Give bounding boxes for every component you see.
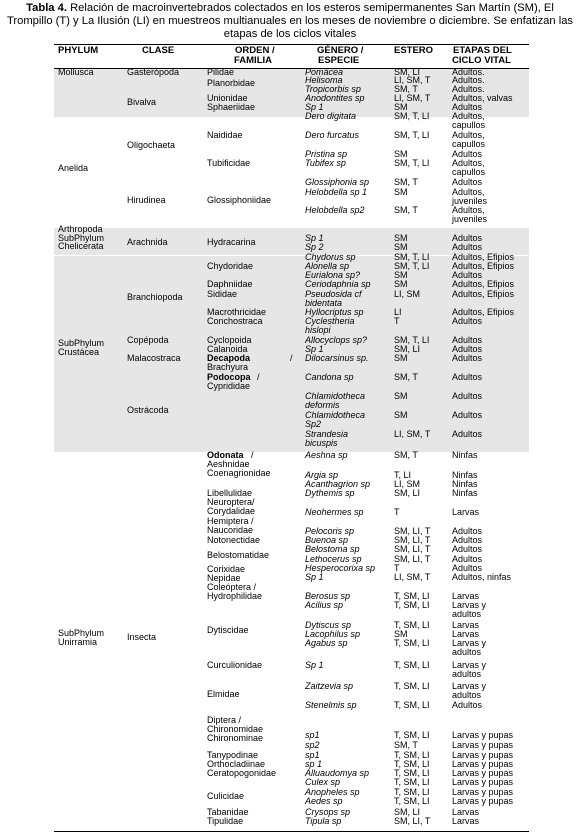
cell-familia: Brachyura [207, 362, 249, 372]
cell-especie: bidentata [305, 298, 343, 308]
cell-estero: SM, T [394, 740, 418, 750]
cell-familia: Decapoda [207, 353, 251, 363]
cell-estero: T [394, 507, 400, 517]
cell-etapa: adultos [452, 647, 482, 657]
cell-etapa: Adultos [452, 353, 483, 363]
cell-especie: Sp 1 [305, 233, 324, 243]
cell-etapa: Adultos [452, 316, 483, 326]
cell-etapa: Larvas [452, 620, 480, 630]
cell-estero: SM, T, LI [394, 111, 430, 121]
cell-familia: Culicidae [207, 791, 245, 801]
cell-etapa: Adultos [452, 270, 483, 280]
cell-slash: / [290, 353, 293, 363]
header-clase: CLASE [142, 45, 175, 56]
cell-etapa: Adultos [452, 149, 483, 159]
cell-estero: SM, T [394, 177, 418, 187]
cell-estero: LI, SM, T [394, 93, 431, 103]
cell-familia: Belostomatidae [207, 550, 270, 560]
cell-estero: LI, SM [394, 289, 421, 299]
cell-estero: SM, T, LI [394, 130, 430, 140]
cell-especie: Pristina sp [305, 149, 348, 159]
cell-estero: T, SM, LI [394, 638, 430, 648]
cell-clase: Branchiopoda [127, 292, 183, 302]
cell-etapa: Adultos [452, 372, 483, 382]
cell-estero: SM [394, 233, 408, 243]
cell-etapa: Adultos. [452, 67, 485, 77]
cell-etapa: Larvas y pupas [452, 750, 514, 760]
cell-especie: Agabus sp [305, 638, 348, 648]
cell-etapa: Adultos, [452, 205, 485, 215]
cell-estero: T, SM, LI [394, 759, 430, 769]
cell-etapa: Adultos, [452, 187, 485, 197]
cell-etapa: Adultos. [452, 75, 485, 85]
cell-estero: SM, LI [394, 488, 421, 498]
cell-etapa: Larvas y [452, 600, 487, 610]
cell-etapa: Larvas [452, 629, 480, 639]
cell-etapa: Adultos [452, 391, 483, 401]
cell-estero: T, SM, LI [394, 777, 430, 787]
cell-familia: Sididae [207, 289, 238, 299]
cell-estero: SM, LI [394, 344, 421, 354]
cell-especie: Hesperocorixa sp [305, 563, 376, 573]
cell-etapa: Larvas y pupas [452, 777, 514, 787]
cell-especie: Aeshna sp [305, 450, 348, 460]
cell-etapa: Larvas [452, 507, 480, 517]
cell-especie: Pseudosida cf [305, 289, 362, 299]
cell-estero: T, SM, LI [394, 660, 430, 670]
cell-etapa: Adultos [452, 429, 483, 439]
cell-etapa: Adultos, Efipios [452, 252, 515, 262]
cell-estero: LI, SM [394, 479, 421, 489]
cell-etapa: Adultos [452, 410, 483, 420]
cell-especie: Chydorus sp [305, 252, 356, 262]
cell-etapa: Adultos, valvas [452, 93, 513, 103]
cell-especie: Crysops sp [305, 807, 351, 817]
cell-familia: Pilidae [207, 67, 235, 77]
cell-clase: Gasterópoda [127, 67, 180, 77]
cell-estero: SM [394, 102, 408, 112]
cell-etapa: capullos [452, 120, 486, 130]
cell-estero: T, SM, LI [394, 620, 430, 630]
cell-especie: Tipula sp [305, 816, 342, 826]
cell-clase: Copépoda [127, 335, 169, 345]
cell-etapa: Adultos, Efipios [452, 307, 515, 317]
cell-especie: Sp 1 [305, 344, 324, 354]
cell-estero: SM [394, 187, 408, 197]
cell-etapa: Larvas [452, 816, 480, 826]
cell-etapa: Adultos [452, 700, 483, 710]
cell-familia: Hydracarina [207, 237, 256, 247]
cell-estero: SM, LI, T [394, 544, 431, 554]
cell-estero: SM, T, LI [394, 252, 430, 262]
cell-estero: SM, T, LI [394, 261, 430, 271]
cell-etapa: Adultos [452, 344, 483, 354]
cell-etapa: Adultos [452, 335, 483, 345]
cell-etapa: Adultos, [452, 158, 485, 168]
cell-etapa: capullos [452, 139, 486, 149]
cell-estero: T [394, 563, 400, 573]
cell-especie: Tropicorbis sp [305, 84, 361, 94]
cell-familia: Hydrophilidae [207, 591, 263, 601]
cell-especie: Candona sp [305, 372, 354, 382]
cell-etapa: Adultos, Efipios [452, 279, 515, 289]
cell-etapa: capullos [452, 167, 486, 177]
cell-phylum: Anelida [58, 163, 89, 173]
cell-etapa: Larvas y pupas [452, 759, 514, 769]
cell-especie: hislopi [305, 325, 331, 335]
cell-etapa: Adultos [452, 177, 483, 187]
cell-familia: Corixidae [207, 564, 246, 574]
cell-especie: deformis [305, 400, 340, 410]
cell-estero: LI, SM, T [394, 75, 431, 85]
cell-especie: Lethocerus sp [305, 554, 362, 564]
cell-phylum: Crustácea [58, 347, 100, 357]
cell-phylum: SubPhylum [58, 628, 105, 638]
cell-phylum: SubPhylum [58, 233, 105, 243]
cell-familia: Cyclopoida [207, 335, 252, 345]
cell-etapa: Adultos [452, 242, 483, 252]
cell-especie: Sp 1 [305, 660, 324, 670]
cell-especie: Dythemis sp [305, 488, 355, 498]
cell-etapa: Adultos. [452, 84, 485, 94]
cell-familia: Orthocladiinae [207, 759, 266, 769]
cell-estero: SM [394, 242, 408, 252]
cell-especie: Anopheles sp [305, 787, 360, 797]
cell-estero: SM [394, 270, 408, 280]
cell-familia: Chironominae [207, 733, 264, 743]
cell-especie: Allocyclops sp? [305, 335, 368, 345]
cell-familia: Tubificidae [207, 158, 251, 168]
cell-etapa: Ninfas [452, 470, 478, 480]
cell-especie: Chlamidotheca [305, 410, 366, 420]
cell-especie: Cyclestheria [305, 316, 355, 326]
header-ciclo-vital: CICLO VITAL [452, 55, 511, 66]
cell-etapa: Adultos [452, 526, 483, 536]
cell-familia: Coenagrionidae [207, 468, 271, 478]
cell-especie: Argia sp [305, 470, 339, 480]
cell-especie: Tubifex sp [305, 158, 346, 168]
caption-label: Tabla 4. [26, 2, 67, 14]
cell-etapa: juveniles [452, 196, 488, 206]
cell-especie: Sp 2 [305, 242, 324, 252]
cell-etapa: Larvas [452, 591, 480, 601]
cell-etapa: Larvas y pupas [452, 787, 514, 797]
cell-especie: Ceriodaphnia sp [305, 279, 371, 289]
cell-familia: Tipulidae [207, 816, 244, 826]
cell-etapa: Adultos, ninfas [452, 572, 512, 582]
cell-etapa: Larvas y [452, 660, 487, 670]
cell-especie: Helobdella sp 1 [305, 187, 368, 197]
cell-especie: sp1 [305, 730, 320, 740]
cell-clase: Oligochaeta [127, 140, 176, 150]
cell-especie: Pomácea [305, 67, 344, 77]
cell-estero: SM [394, 410, 408, 420]
cell-estero: LI, SM, T [394, 429, 431, 439]
cell-estero: SM [394, 391, 408, 401]
cell-estero: SM, LI, T [394, 816, 431, 826]
cell-familia: Elmidae [207, 689, 240, 699]
header-etapas: ETAPAS DEL [453, 45, 512, 56]
cell-familia: Corydalidae [207, 506, 256, 516]
cell-familia: Planorbidae [207, 78, 256, 88]
cell-etapa: Ninfas [452, 450, 478, 460]
cell-estero: T, SM, LI [394, 591, 430, 601]
header-phylum: PHYLUM [58, 45, 99, 56]
cell-estero: SM, LI, T [394, 554, 431, 564]
cell-phylum: Mollusca [58, 67, 94, 77]
cell-familia: Ceratopogonidae [207, 768, 277, 778]
cell-etapa: Larvas [452, 807, 480, 817]
cell-familia: Chydoridae [207, 261, 254, 271]
cell-clase: Ostrácoda [127, 405, 169, 415]
cell-etapa: Larvas y pupas [452, 768, 514, 778]
cell-familia: Odonata [207, 450, 244, 460]
cell-etapa: Adultos, [452, 111, 485, 121]
cell-estero: SM, T, LI [394, 158, 430, 168]
cell-especie: Buenoa sp [305, 535, 349, 545]
cell-familia: Dytiscidae [207, 625, 249, 635]
cell-especie: Acanthagrion sp [305, 479, 371, 489]
cell-familia: Tanypodinae [207, 750, 259, 760]
cell-etapa: Adultos [452, 535, 483, 545]
cell-especie: Lacophilus sp [305, 629, 361, 639]
header-estero: ESTERO [394, 45, 434, 56]
cell-especie: Dilocarsinus sp. [305, 353, 369, 363]
cell-especie: Belostoma sp [305, 544, 360, 554]
cell-familia: Coleóptera / [207, 582, 257, 592]
cell-especie: Neohermes sp [305, 507, 364, 517]
cell-clase: Arachnida [127, 237, 168, 247]
bottom-rule [54, 831, 529, 832]
cell-familia: Sphaeriidae [207, 102, 256, 112]
cell-familia: Nepidae [207, 573, 241, 583]
cell-familia: Glossiphoniidae [207, 195, 272, 205]
cell-especie: Hyllocriptus sp [305, 307, 364, 317]
cell-estero: SM, LI [394, 807, 421, 817]
cell-estero: SM [394, 353, 408, 363]
cell-etapa: Adultos [452, 102, 483, 112]
cell-etapa: Adultos [452, 563, 483, 573]
cell-estero: SM, LI, T [394, 535, 431, 545]
cell-clase: Bivalva [127, 97, 157, 107]
cell-etapa: Larvas y pupas [452, 730, 514, 740]
cell-especie: Dero digitata [305, 111, 357, 121]
cell-etapa: Adultos [452, 554, 483, 564]
cell-especie: Pelocoris sp [305, 526, 355, 536]
cell-familia: Naucoridae [207, 525, 254, 535]
cell-estero: SM, T [394, 450, 418, 460]
cell-especie: Dytiscus sp [305, 620, 352, 630]
cell-especie: Glossiphonia sp [305, 177, 370, 187]
cell-estero: SM, T [394, 84, 418, 94]
cell-phylum: Chelicerata [58, 241, 104, 251]
cell-especie: sp 1 [305, 759, 323, 769]
cell-familia: Macrothricidae [207, 307, 267, 317]
header-genero: GÉNERO / [317, 45, 364, 56]
cell-especie: Aedes sp [305, 796, 343, 806]
cell-especie: Chlamidotheca [305, 391, 366, 401]
cell-especie: Berosus sp [305, 591, 351, 601]
cell-estero: T, SM, LI [394, 750, 430, 760]
cell-estero: T, SM, LI [394, 600, 430, 610]
cell-clase: Hirudinea [127, 195, 166, 205]
cell-estero: SM, LI, T [394, 526, 431, 536]
cell-familia: Diptera / [207, 715, 242, 725]
cell-clase: Insecta [127, 632, 157, 642]
cell-estero: T, SM, LI [394, 787, 430, 797]
cell-familia: Neuroptera/ [207, 497, 255, 507]
cell-especie: Helisoma [305, 75, 343, 85]
cell-etapa: adultos [452, 690, 482, 700]
cell-estero: SM [394, 279, 408, 289]
cell-etapa: adultos [452, 669, 482, 679]
cell-etapa: Larvas y [452, 638, 487, 648]
cell-especie: bicuspis [305, 438, 338, 448]
cell-estero: T, SM, LI [394, 796, 430, 806]
cell-estero: T, LI [394, 470, 412, 480]
cell-etapa: Adultos [452, 544, 483, 554]
cell-familia: Notonectidae [207, 535, 261, 545]
cell-familia: Cyprididae [207, 381, 251, 391]
cell-estero: SM, T, LI [394, 335, 430, 345]
cell-familia: Unionidae [207, 93, 248, 103]
cell-etapa: Ninfas [452, 479, 478, 489]
cell-familia: Calanoida [207, 344, 248, 354]
cell-estero: T, SM, LI [394, 768, 430, 778]
cell-estero: T, SM, LI [394, 730, 430, 740]
cell-especie: Helobdella sp2 [305, 205, 365, 215]
cell-estero: LI, SM, T [394, 572, 431, 582]
cell-estero: T, SM, LI [394, 681, 430, 691]
cell-familia: Tabanidae [207, 807, 249, 817]
cell-especie: Alluaudomya sp [305, 768, 370, 778]
cell-especie: Stenelmis sp [305, 700, 357, 710]
cell-etapa: Larvas y [452, 681, 487, 691]
cell-etapa: Adultos, Efipios [452, 289, 515, 299]
cell-especie: Sp2 [305, 419, 322, 429]
cell-familia: Naididae [207, 130, 243, 140]
cell-familia: Hemiptera / [207, 516, 254, 526]
cell-familia: Libellulidae [207, 488, 253, 498]
cell-especie: Culex sp [305, 777, 341, 787]
cell-especie: Sp 1 [305, 572, 324, 582]
cell-etapa: Adultos, [452, 130, 485, 140]
header-orden: ORDEN / [235, 45, 275, 56]
cell-etapa: juveniles [452, 214, 488, 224]
cell-estero: SM [394, 629, 408, 639]
cell-etapa: Ninfas [452, 488, 478, 498]
header-especie: ESPECIE [318, 55, 360, 66]
cell-familia: Daphniidae [207, 279, 253, 289]
header-familia: FAMILIA [234, 55, 272, 66]
cell-familia: Podocopa [207, 372, 251, 382]
cell-etapa: Adultos [452, 233, 483, 243]
cell-phylum: Unirramia [58, 637, 98, 647]
cell-estero: SM, T [394, 372, 418, 382]
cell-especie: Alonella sp [305, 261, 350, 271]
cell-especie: Zaitzevia sp [305, 681, 354, 691]
cell-familia: Chironomidae [207, 724, 264, 734]
caption-text: Relación de macroinvertebrados colectados en los esteros semipermanentes San Martín (SM), El Trompillo (T) y La Ilusión (LI) en muestreos multianuales en los meses de noviembre o diciembre. Se enfatizan las etapas de los ciclos vitales [6, 2, 574, 40]
cell-especie: Acilius sp [305, 600, 344, 610]
cell-phylum: Arthropoda [58, 224, 103, 234]
cell-especie: sp1 [305, 750, 320, 760]
cell-especie: Eurialona sp? [305, 270, 361, 280]
cell-slash: / [257, 372, 260, 382]
cell-estero: T [394, 316, 400, 326]
cell-slash: / [251, 450, 254, 460]
cell-clase: Malacostraca [127, 353, 181, 363]
cell-especie: Sp 1 [305, 102, 324, 112]
cell-especie: Dero furcatus [305, 130, 360, 140]
cell-especie: Strandesia [305, 429, 349, 439]
cell-etapa: Larvas y pupas [452, 796, 514, 806]
cell-estero: LI [394, 307, 402, 317]
cell-familia: Conchostraca [207, 316, 263, 326]
cell-especie: sp2 [305, 740, 320, 750]
cell-familia: Curculionidae [207, 660, 263, 670]
cell-especie: Anodontites sp [305, 93, 365, 103]
cell-etapa: adultos [452, 609, 482, 619]
cell-estero: SM, T [394, 205, 418, 215]
cell-estero: SM, LI [394, 67, 421, 77]
cell-phylum: SubPhylum [58, 338, 105, 348]
cell-etapa: Larvas y pupas [452, 740, 514, 750]
cell-etapa: Adultos, Efipios [452, 261, 515, 271]
cell-estero: SM [394, 149, 408, 159]
cell-estero: T, SM, LI [394, 700, 430, 710]
cell-familia: Aeshnidae [207, 459, 250, 469]
